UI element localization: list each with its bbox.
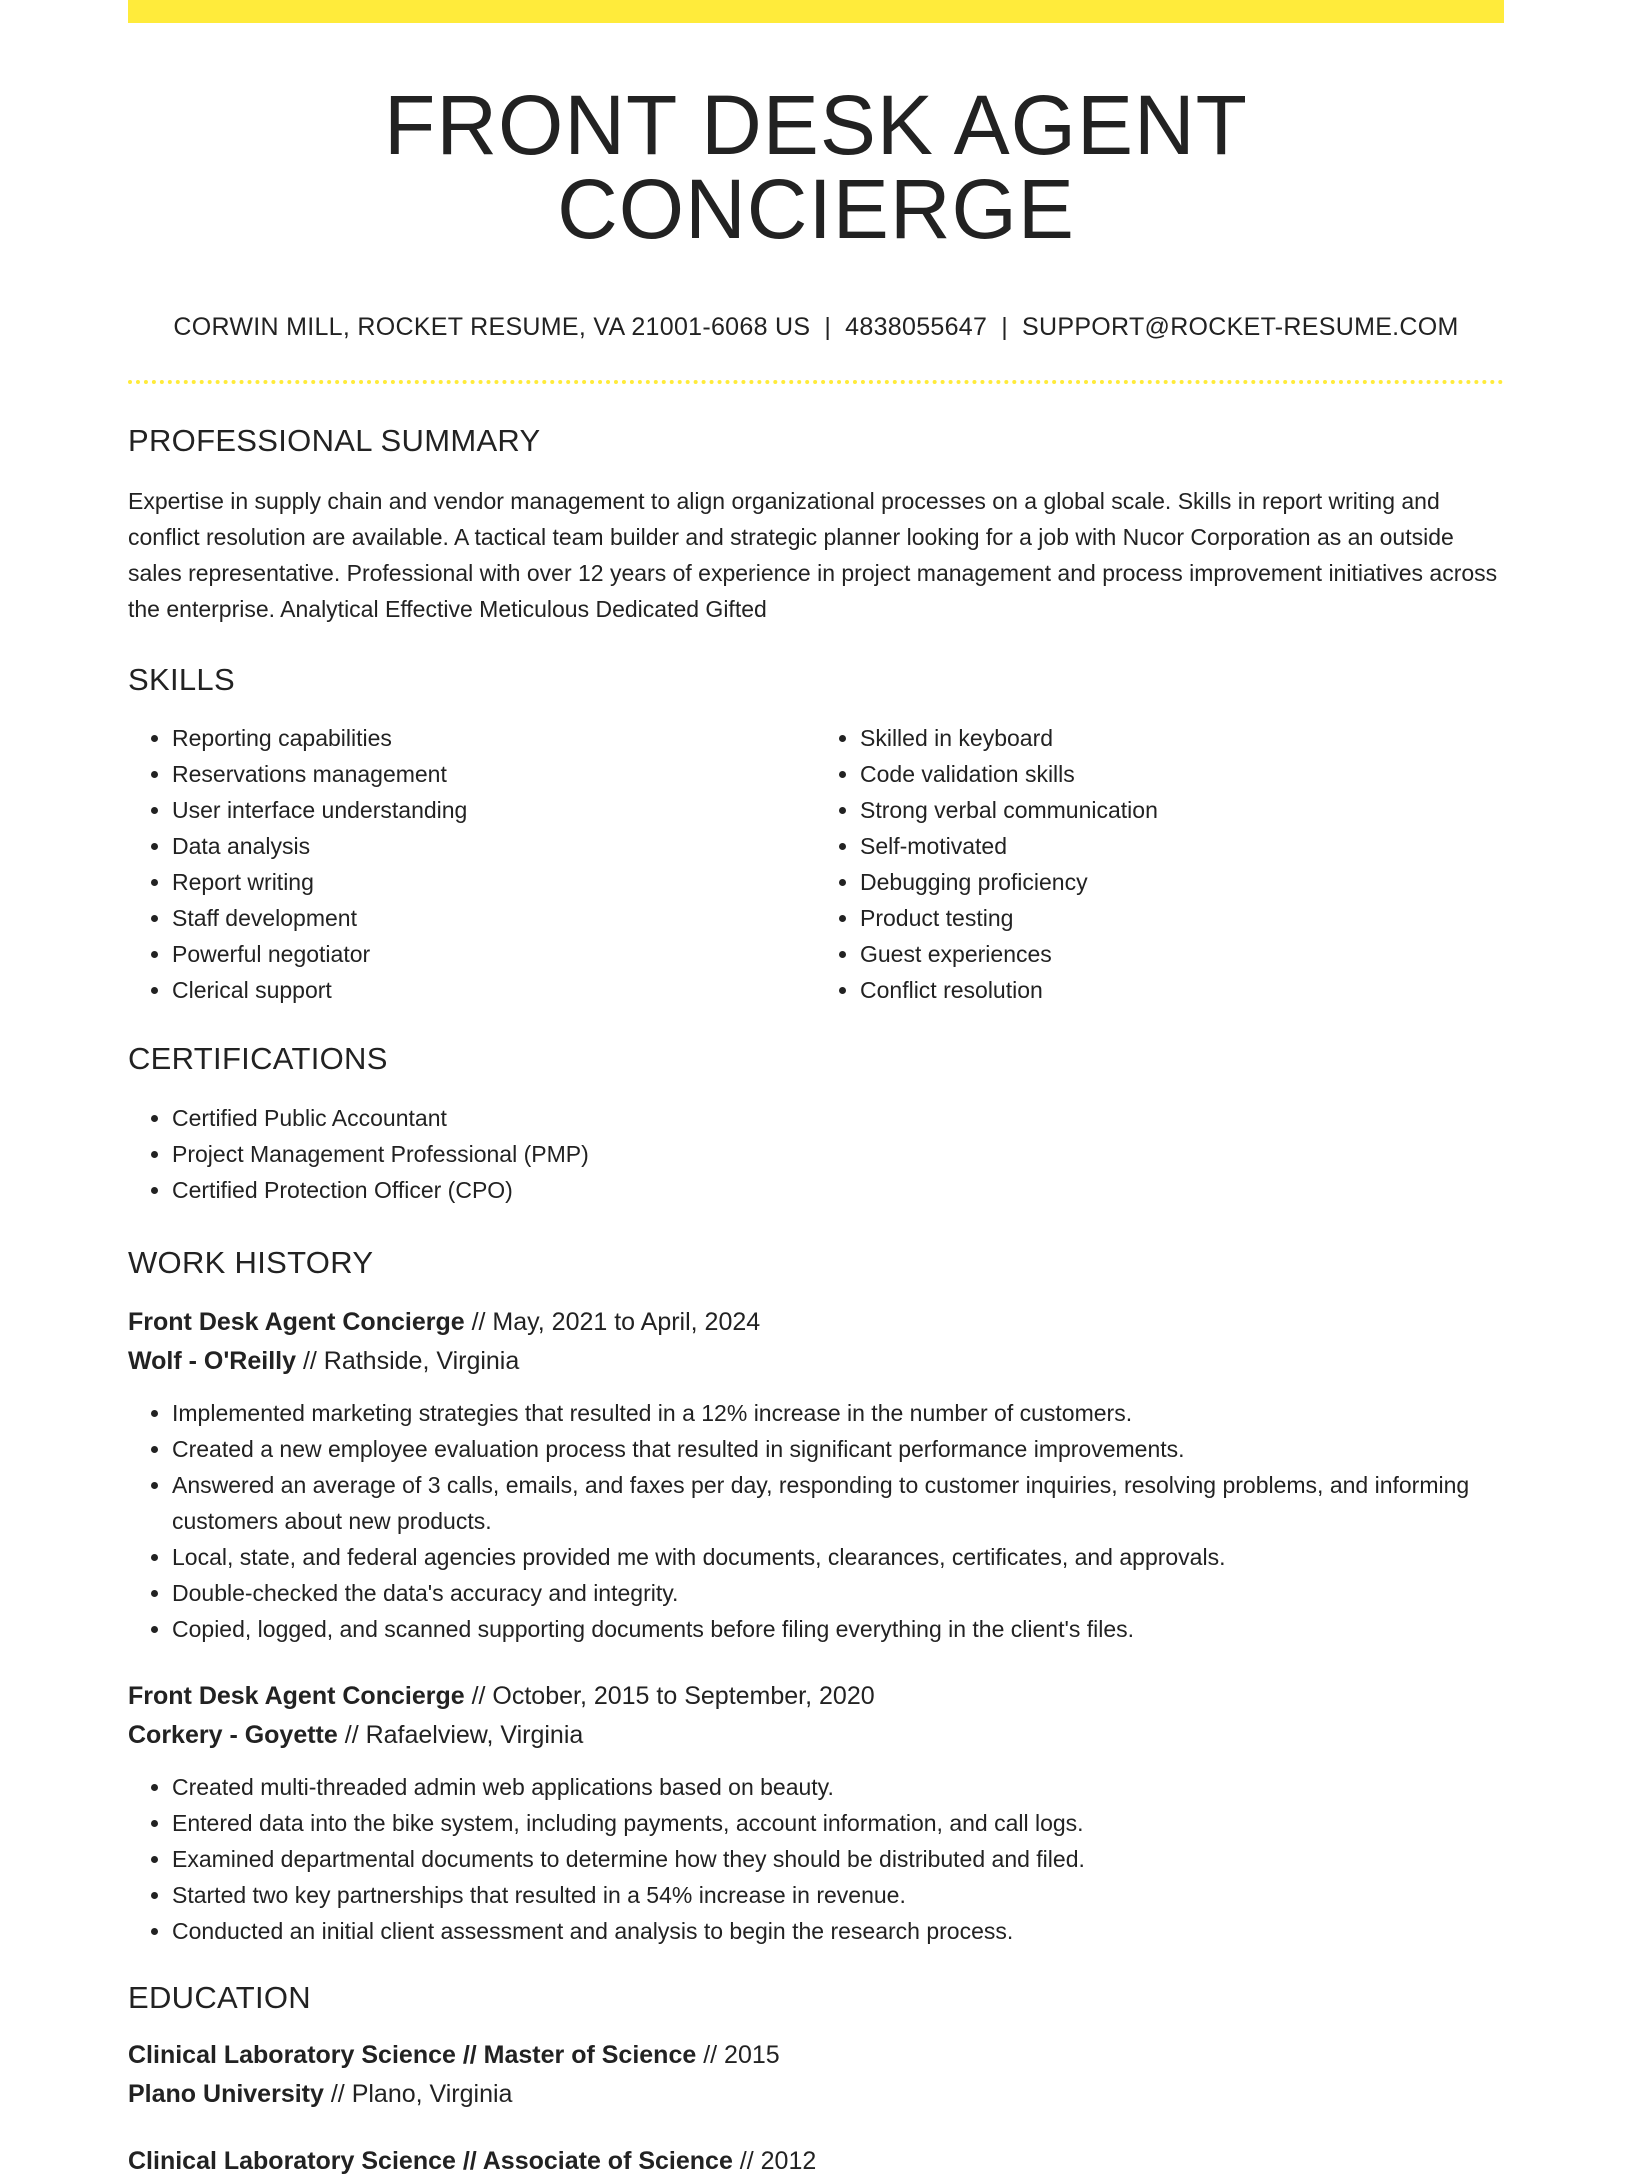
job-bullet: • Implemented marketing strategies that resulted in a 12% increase in the number of customers. — [172, 1395, 1504, 1431]
education-entry — [128, 2142, 1504, 2181]
job-dates: // October, 2015 to September, 2020 — [464, 1681, 875, 1710]
job-company-line — [128, 1342, 1504, 1381]
skill-item: • Data analysis — [172, 828, 816, 864]
job-bullet: • Answered an average of 3 calls, emails, and faxes per day, responding to customer inquiries, resolving problems, and informing customers about new products. — [172, 1467, 1504, 1539]
education-section — [128, 1979, 1504, 2181]
accent-top-bar — [128, 0, 1504, 23]
job-bullets — [128, 1769, 1504, 1949]
skill-item: • Skilled in keyboard — [860, 720, 1504, 756]
education-degree: Clinical Laboratory Science // Master of Science — [128, 2040, 697, 2069]
job-company-line — [128, 1716, 1504, 1755]
job-entry — [128, 1677, 1504, 1949]
contact-line — [128, 315, 1504, 340]
certification-item: • Project Management Professional (PMP) — [172, 1136, 1504, 1172]
dotted-divider — [128, 380, 1504, 384]
skills-grid — [128, 720, 1504, 1008]
summary-section — [128, 422, 1504, 627]
skill-item: • Code validation skills — [860, 756, 1504, 792]
education-location: // Plano, Virginia — [323, 2079, 513, 2108]
skill-item: • Clerical support — [172, 972, 816, 1008]
job-role: Front Desk Agent Concierge — [128, 1681, 465, 1710]
summary-heading: PROFESSIONAL SUMMARY — [128, 423, 541, 458]
contact-phone[interactable]: 4838055647 — [845, 313, 988, 341]
job-dates: // May, 2021 to April, 2024 — [464, 1307, 761, 1336]
job-bullet: • Double-checked the data's accuracy and integrity. — [172, 1575, 1504, 1611]
skill-item: • Powerful negotiator — [172, 936, 816, 972]
contact-email[interactable]: SUPPORT@ROCKET-RESUME.COM — [1022, 313, 1459, 341]
education-degree-line — [128, 2036, 1504, 2075]
education-degree-line — [128, 2142, 1504, 2181]
education-year: // 2012 — [732, 2146, 817, 2175]
job-company: Wolf - O'Reilly — [128, 1346, 296, 1375]
job-bullet: • Entered data into the bike system, including payments, account information, and call logs. — [172, 1805, 1504, 1841]
skill-item: • Reservations management — [172, 756, 816, 792]
skills-right-column — [816, 720, 1504, 1008]
education-entry — [128, 2036, 1504, 2114]
job-title-line — [128, 1303, 1504, 1342]
candidate-name: FRONT DESK AGENT CONCIERGE — [384, 78, 1248, 256]
work-history-heading: WORK HISTORY — [128, 1244, 374, 1280]
contact-address: CORWIN MILL, ROCKET RESUME, VA 21001-6068 US — [173, 313, 811, 341]
contact-separator: | — [1001, 313, 1009, 341]
job-entry — [128, 1303, 1504, 1647]
job-bullet: • Created multi-threaded admin web applications based on beauty. — [172, 1769, 1504, 1805]
job-bullets — [128, 1395, 1504, 1647]
certification-item: • Certified Protection Officer (CPO) — [172, 1172, 1504, 1208]
skill-item: • Staff development — [172, 900, 816, 936]
certifications-section — [128, 1040, 1504, 1207]
job-bullet: • Examined departmental documents to determine how they should be distributed and filed. — [172, 1841, 1504, 1877]
skill-item: • User interface understanding — [172, 792, 816, 828]
education-school-line — [128, 2075, 1504, 2114]
job-bullet: • Copied, logged, and scanned supporting documents before filing everything in the client's files. — [172, 1611, 1504, 1647]
job-role: Front Desk Agent Concierge — [128, 1307, 465, 1336]
education-heading: EDUCATION — [128, 1979, 311, 2015]
skill-item: • Conflict resolution — [860, 972, 1504, 1008]
work-history-section — [128, 1244, 1504, 1949]
job-location: // Rafaelview, Virginia — [337, 1720, 584, 1749]
job-title-line — [128, 1677, 1504, 1716]
skill-item: • Guest experiences — [860, 936, 1504, 972]
contact-separator: | — [824, 313, 832, 341]
job-bullet: • Started two key partnerships that resulted in a 54% increase in revenue. — [172, 1877, 1504, 1913]
skill-item: • Debugging proficiency — [860, 864, 1504, 900]
job-location: // Rathside, Virginia — [296, 1346, 520, 1375]
summary-text: Expertise in supply chain and vendor management to align organizational processes on a global scale. Skills in report writing and conflict resolution are available. A tactical team builder and strategic planner looking for a job with Nucor Corporation as an outside sales representative. Professional with over 12 years of experience in project management and process improvement initiatives across the enterprise. Analytical Effective Meticulous Dedicated Gifted — [128, 488, 1498, 623]
skill-item: • Self-motivated — [860, 828, 1504, 864]
skill-item: • Strong verbal communication — [860, 792, 1504, 828]
certification-item: • Certified Public Accountant — [172, 1100, 1504, 1136]
skill-item: • Report writing — [172, 864, 816, 900]
job-company: Corkery - Goyette — [128, 1720, 338, 1749]
skill-item: • Product testing — [860, 900, 1504, 936]
education-school: Plano University — [128, 2079, 324, 2108]
job-bullet: • Created a new employee evaluation process that resulted in significant performance improvements. — [172, 1431, 1504, 1467]
job-bullet: • Conducted an initial client assessment and analysis to begin the research process. — [172, 1913, 1504, 1949]
job-bullet: • Local, state, and federal agencies provided me with documents, clearances, certificates, and approvals. — [172, 1539, 1504, 1575]
skill-item: • Reporting capabilities — [172, 720, 816, 756]
education-year: // 2015 — [696, 2040, 780, 2069]
skills-section — [128, 661, 1504, 1008]
education-degree: Clinical Laboratory Science // Associate of Science — [128, 2146, 733, 2175]
resume-page — [128, 0, 1504, 2181]
skills-left-column — [128, 720, 816, 1008]
skills-heading: SKILLS — [128, 662, 235, 698]
certifications-list — [128, 1100, 1504, 1208]
certifications-heading: CERTIFICATIONS — [128, 1041, 388, 1077]
